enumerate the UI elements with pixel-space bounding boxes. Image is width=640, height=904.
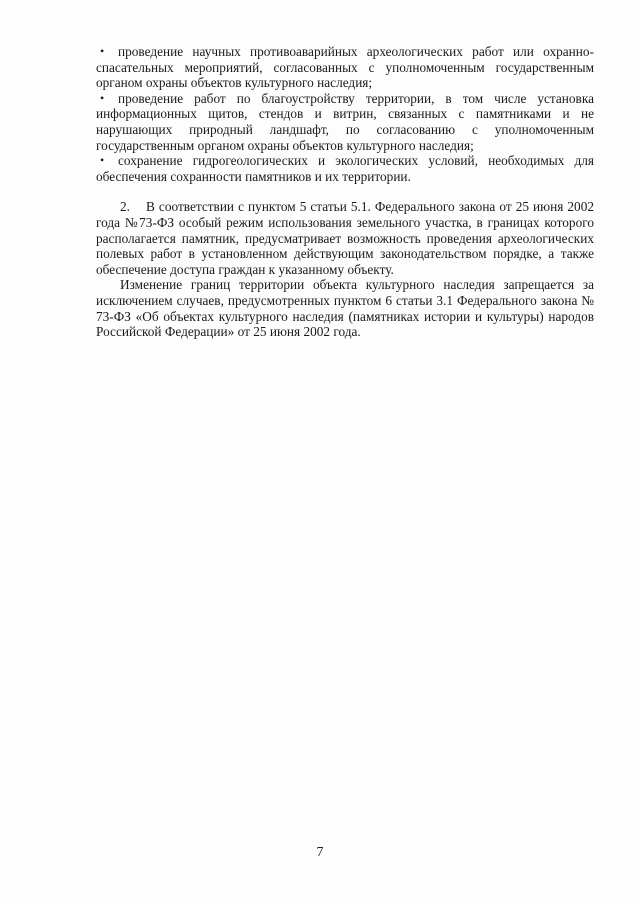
bullet-item [96, 91, 594, 153]
bullet-text: проведение научных противоаварийных археологических работ или охранно-спасательных мероприятий, согласованных с уполномоченным государственным органом охраны объектов культурного наследия; [96, 44, 594, 91]
bullet-icon: • [100, 44, 105, 58]
document-body [96, 44, 594, 340]
paragraph-gap [96, 184, 594, 199]
bullet-text: сохранение гидрогеологических и экологических условий, необходимых для обеспечения сохранности памятников и их территории. [96, 153, 594, 184]
paragraph [96, 277, 594, 339]
bullet-item [96, 44, 594, 91]
page-number: 7 [316, 844, 324, 859]
bullet-icon: • [100, 90, 105, 105]
paragraph-text: В соответствии с пунктом 5 статьи 5.1. Федерального закона от 25 июня 2002 года №73-ФЗ особый режим использования земельного участка, в границах которого располагается памятник, предусматривает возможность проведения археологических полевых работ в установленном действующим законодательством порядке, а также обеспечение доступа граждан к указанному объекту. [96, 199, 594, 277]
paragraph-number: 2. [120, 199, 130, 215]
paragraph-text: Изменение границ территории объекта культурного наследия запрещается за исключением случаев, предусмотренных пунктом 6 статьи 3.1 Федерального закона № 73-ФЗ «Об объектах культурного наследия (памятниках истории и культуры) народов Российской Федерации» от 25 июня 2002 года. [96, 277, 594, 340]
bullet-text: проведение работ по благоустройству территории, в том числе установка информационных щитов, стендов и витрин, связанных с памятниками и не нарушающих природный ландшафт, по согласованию с уполномоченным государственным органом охраны объектов культурного наследия; [96, 90, 594, 153]
bullet-item [96, 153, 594, 184]
bullet-icon: • [100, 153, 105, 168]
numbered-paragraph [96, 199, 594, 277]
